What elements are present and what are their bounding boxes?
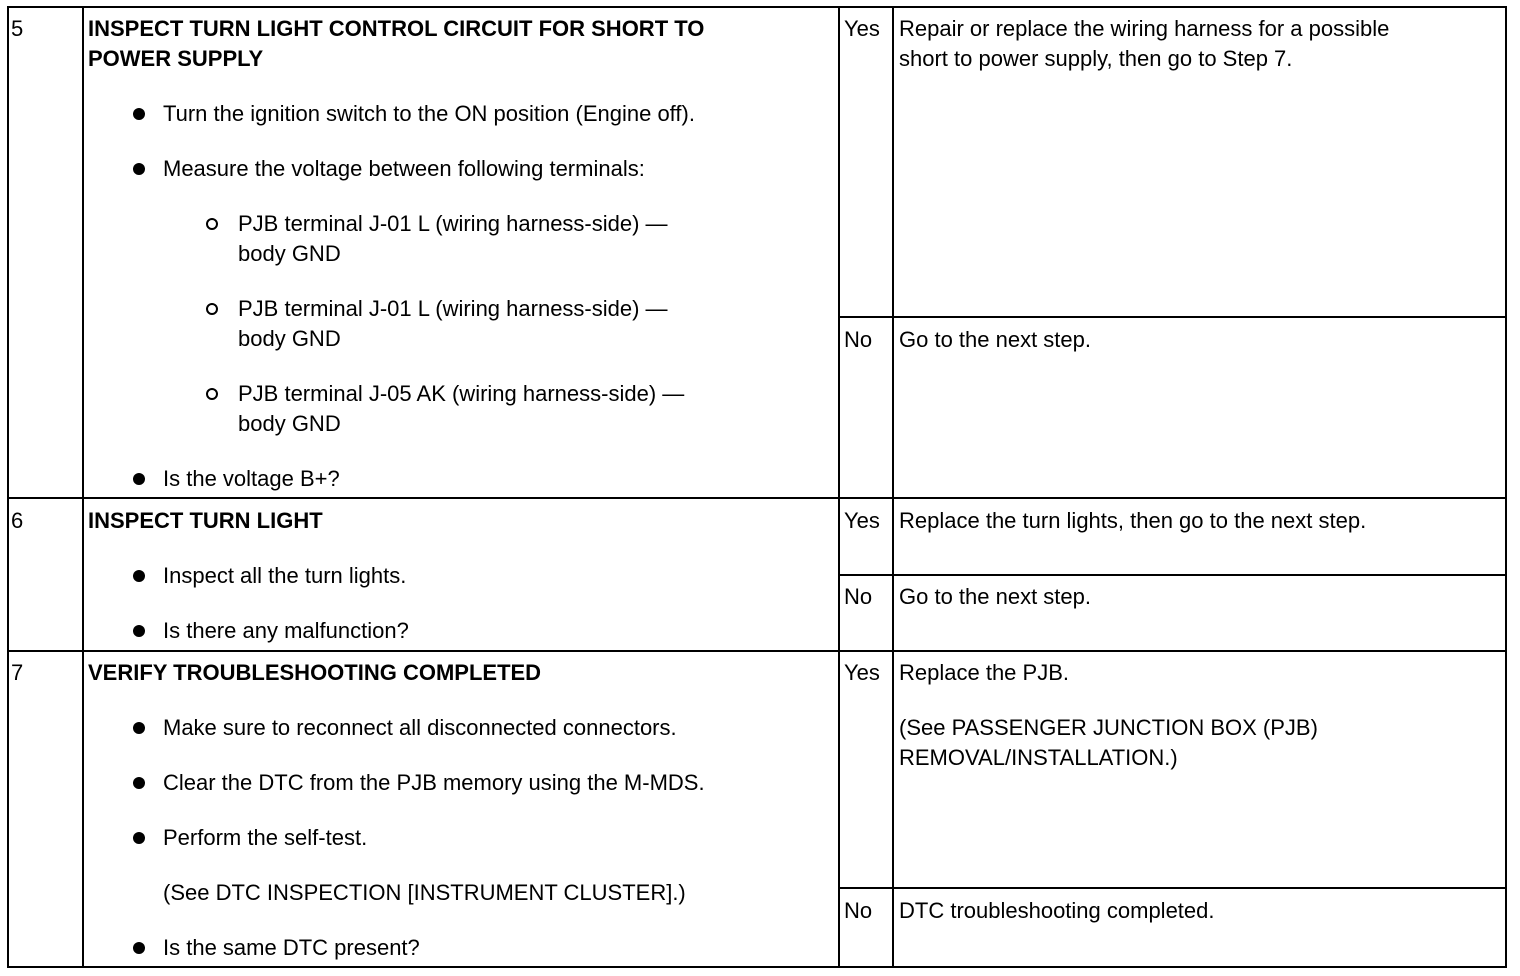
instruction-text: Turn the ignition switch to the ON position (Engine off). [163,101,695,126]
result-column-divider [838,6,840,967]
step-title: POWER SUPPLY [88,46,264,71]
yes-label: Yes [844,660,880,685]
row-divider [7,650,1507,652]
no-action-text: Go to the next step. [899,584,1092,609]
reference-note: (See DTC INSPECTION [INSTRUMENT CLUSTER].) [163,880,686,905]
bullet [133,777,145,789]
bullet [133,163,145,175]
bullet [133,832,145,844]
instruction-text: Is the voltage B+? [163,466,340,491]
no-label: No [844,327,873,352]
step-title: INSPECT TURN LIGHT CONTROL CIRCUIT FOR SHORT TO [88,16,705,41]
yes-no-divider [838,574,1507,576]
table-border-left [7,6,9,967]
step-number: 5 [11,16,24,41]
instruction-text: Measure the voltage between following terminals: [163,156,645,181]
yes-action-text: REMOVAL/INSTALLATION.) [899,745,1178,770]
instruction-text: Perform the self-test. [163,825,368,850]
step-title: INSPECT TURN LIGHT [88,508,323,533]
instruction-text: Make sure to reconnect all disconnected connectors. [163,715,677,740]
no-action-text: Go to the next step. [899,327,1092,352]
terminal-text: body GND [238,241,341,266]
step-column-divider [82,6,84,967]
yes-no-divider [838,316,1507,318]
sub-bullet [206,303,218,315]
yes-action-text: short to power supply, then go to Step 7. [899,46,1293,71]
sub-bullet [206,218,218,230]
terminal-text: body GND [238,411,341,436]
table-border-bottom [7,966,1507,968]
instruction-text: Inspect all the turn lights. [163,563,407,588]
sub-bullet [206,388,218,400]
yes-label: Yes [844,508,880,533]
yes-action-text: Replace the PJB. [899,660,1069,685]
terminal-text: PJB terminal J-05 AK (wiring harness-side) — [238,381,685,406]
terminal-text: body GND [238,326,341,351]
step-title: VERIFY TROUBLESHOOTING COMPLETED [88,660,542,685]
step-number: 6 [11,508,24,533]
yes-action-text: Repair or replace the wiring harness for a possible [899,16,1390,41]
yes-action-text: (See PASSENGER JUNCTION BOX (PJB) [899,715,1318,740]
instruction-text: Is the same DTC present? [163,935,420,960]
terminal-text: PJB terminal J-01 L (wiring harness-side) — [238,296,668,321]
yes-no-divider [838,887,1507,889]
no-action-text: DTC troubleshooting completed. [899,898,1215,923]
instruction-text: Is there any malfunction? [163,618,409,643]
row-divider [7,497,1507,499]
bullet [133,108,145,120]
table-border-top [7,6,1507,8]
bullet [133,625,145,637]
no-label: No [844,584,873,609]
no-label: No [844,898,873,923]
bullet [133,942,145,954]
yes-action-text: Replace the turn lights, then go to the next step. [899,508,1367,533]
bullet [133,473,145,485]
bullet [133,570,145,582]
bullet [133,722,145,734]
instruction-text: Clear the DTC from the PJB memory using the M-MDS. [163,770,705,795]
step-number: 7 [11,660,24,685]
table-border-right [1505,6,1507,967]
yes-label: Yes [844,16,880,41]
action-column-divider [892,6,894,967]
terminal-text: PJB terminal J-01 L (wiring harness-side) — [238,211,668,236]
